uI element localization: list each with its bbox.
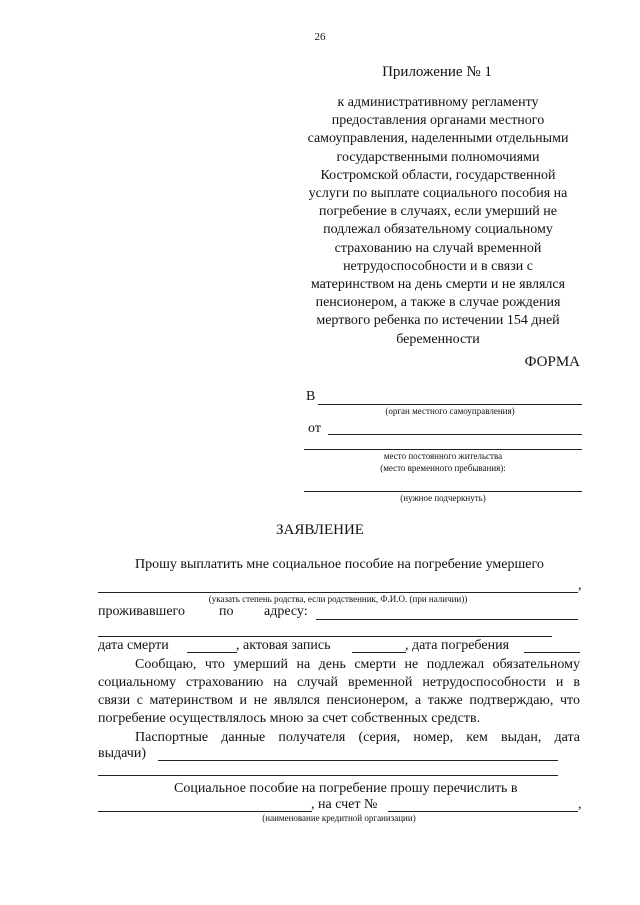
inform-paragraph: [98, 656, 580, 728]
death-date-field[interactable]: [187, 652, 237, 653]
authority-caption: (орган местного самоуправления): [385, 406, 515, 416]
statement-title: ЗАЯВЛЕНИЕ: [276, 522, 364, 538]
comma: ,: [578, 578, 582, 593]
deceased-address-field-2[interactable]: [98, 636, 552, 637]
appendix-title: Приложение № 1: [382, 64, 492, 80]
appendix-line: услуги по выплате социального пособия на: [308, 186, 568, 202]
form-label: ФОРМА: [524, 354, 580, 370]
passport-field[interactable]: [158, 760, 558, 761]
deceased-address-field[interactable]: [316, 619, 578, 620]
inform-line-2: социальному страхованию на случай временной нетрудоспособности и в: [98, 675, 580, 690]
appendix-line: предоставления органами местного: [331, 113, 545, 129]
appendix-regulation-text: [270, 94, 606, 349]
appendix-line: беременности: [396, 331, 480, 347]
appendix-line: мертвого ребенка по истечении 154 дней: [316, 313, 560, 329]
applicant-name-field[interactable]: [328, 434, 582, 435]
issued-label: выдачи): [98, 746, 146, 761]
burial-date-label: , дата погребения: [405, 638, 510, 653]
authority-field[interactable]: [318, 404, 582, 405]
death-date-label: дата смерти: [98, 638, 169, 653]
appendix-line: нетрудоспособности и в связи с: [343, 258, 533, 274]
residence-caption-1: место постоянного жительства: [383, 451, 503, 461]
appendix-line: к административному регламенту: [337, 95, 539, 110]
appendix-line: страхованию на случай временной: [334, 240, 542, 256]
record-number-field[interactable]: [352, 652, 406, 653]
inform-line-1: Сообщаю, что умерший на день смерти не подлежал обязательному: [135, 657, 580, 672]
applicant-name-field-2[interactable]: [304, 449, 582, 450]
by-word: по: [219, 604, 234, 619]
appendix-line: подлежал обязательному социальному: [323, 222, 553, 238]
burial-date-field[interactable]: [524, 652, 580, 653]
page-number: 26: [314, 31, 326, 43]
relation-caption: (указать степень родства, если родственник, Ф.И.О. (при наличии)): [208, 594, 468, 604]
record-label: , актовая запись: [236, 638, 331, 653]
residence-caption-2: (место временного пребывания):: [380, 463, 506, 473]
appendix-line: самоуправления, наделенными отдельными: [307, 131, 569, 147]
transfer-line: Социальное пособие на погребение прошу перечислить в: [174, 781, 518, 796]
appendix-line: государственными полномочиями: [336, 149, 540, 165]
to-label: В: [306, 389, 316, 404]
bank-caption: (наименование кредитной организации): [262, 813, 416, 823]
lived-word: проживавшего: [98, 604, 185, 619]
bank-name-field[interactable]: [98, 811, 312, 812]
appendix-line: погребение в случаях, если умерший не: [319, 204, 557, 220]
passport-line: Паспортные данные получателя (серия, номер, кем выдан, дата: [135, 730, 580, 745]
passport-field-2[interactable]: [98, 775, 558, 776]
appendix-line: материнством на день смерти и не являлся: [310, 277, 566, 293]
inform-line-3: связи с материнством и не являлся пенсионером, а также подтверждаю, что: [98, 693, 580, 708]
from-label: от: [308, 421, 321, 436]
comma-2: ,: [578, 797, 582, 812]
request-line: Прошу выплатить мне социальное пособие на погребение умершего: [135, 557, 544, 572]
underline-caption: (нужное подчеркнуть): [400, 493, 486, 503]
address-word: адресу:: [264, 604, 308, 619]
deceased-relation-field[interactable]: [98, 592, 578, 593]
account-number-field[interactable]: [388, 811, 578, 812]
inform-line-4: погребение осуществлялось мною за счет собственных средств.: [98, 711, 481, 726]
appendix-line: Костромской области, государственной: [320, 167, 556, 183]
appendix-line: пенсионером, а также в случае рождения: [315, 295, 561, 311]
residence-address-field[interactable]: [304, 491, 582, 492]
account-label: , на счет №: [311, 797, 378, 812]
